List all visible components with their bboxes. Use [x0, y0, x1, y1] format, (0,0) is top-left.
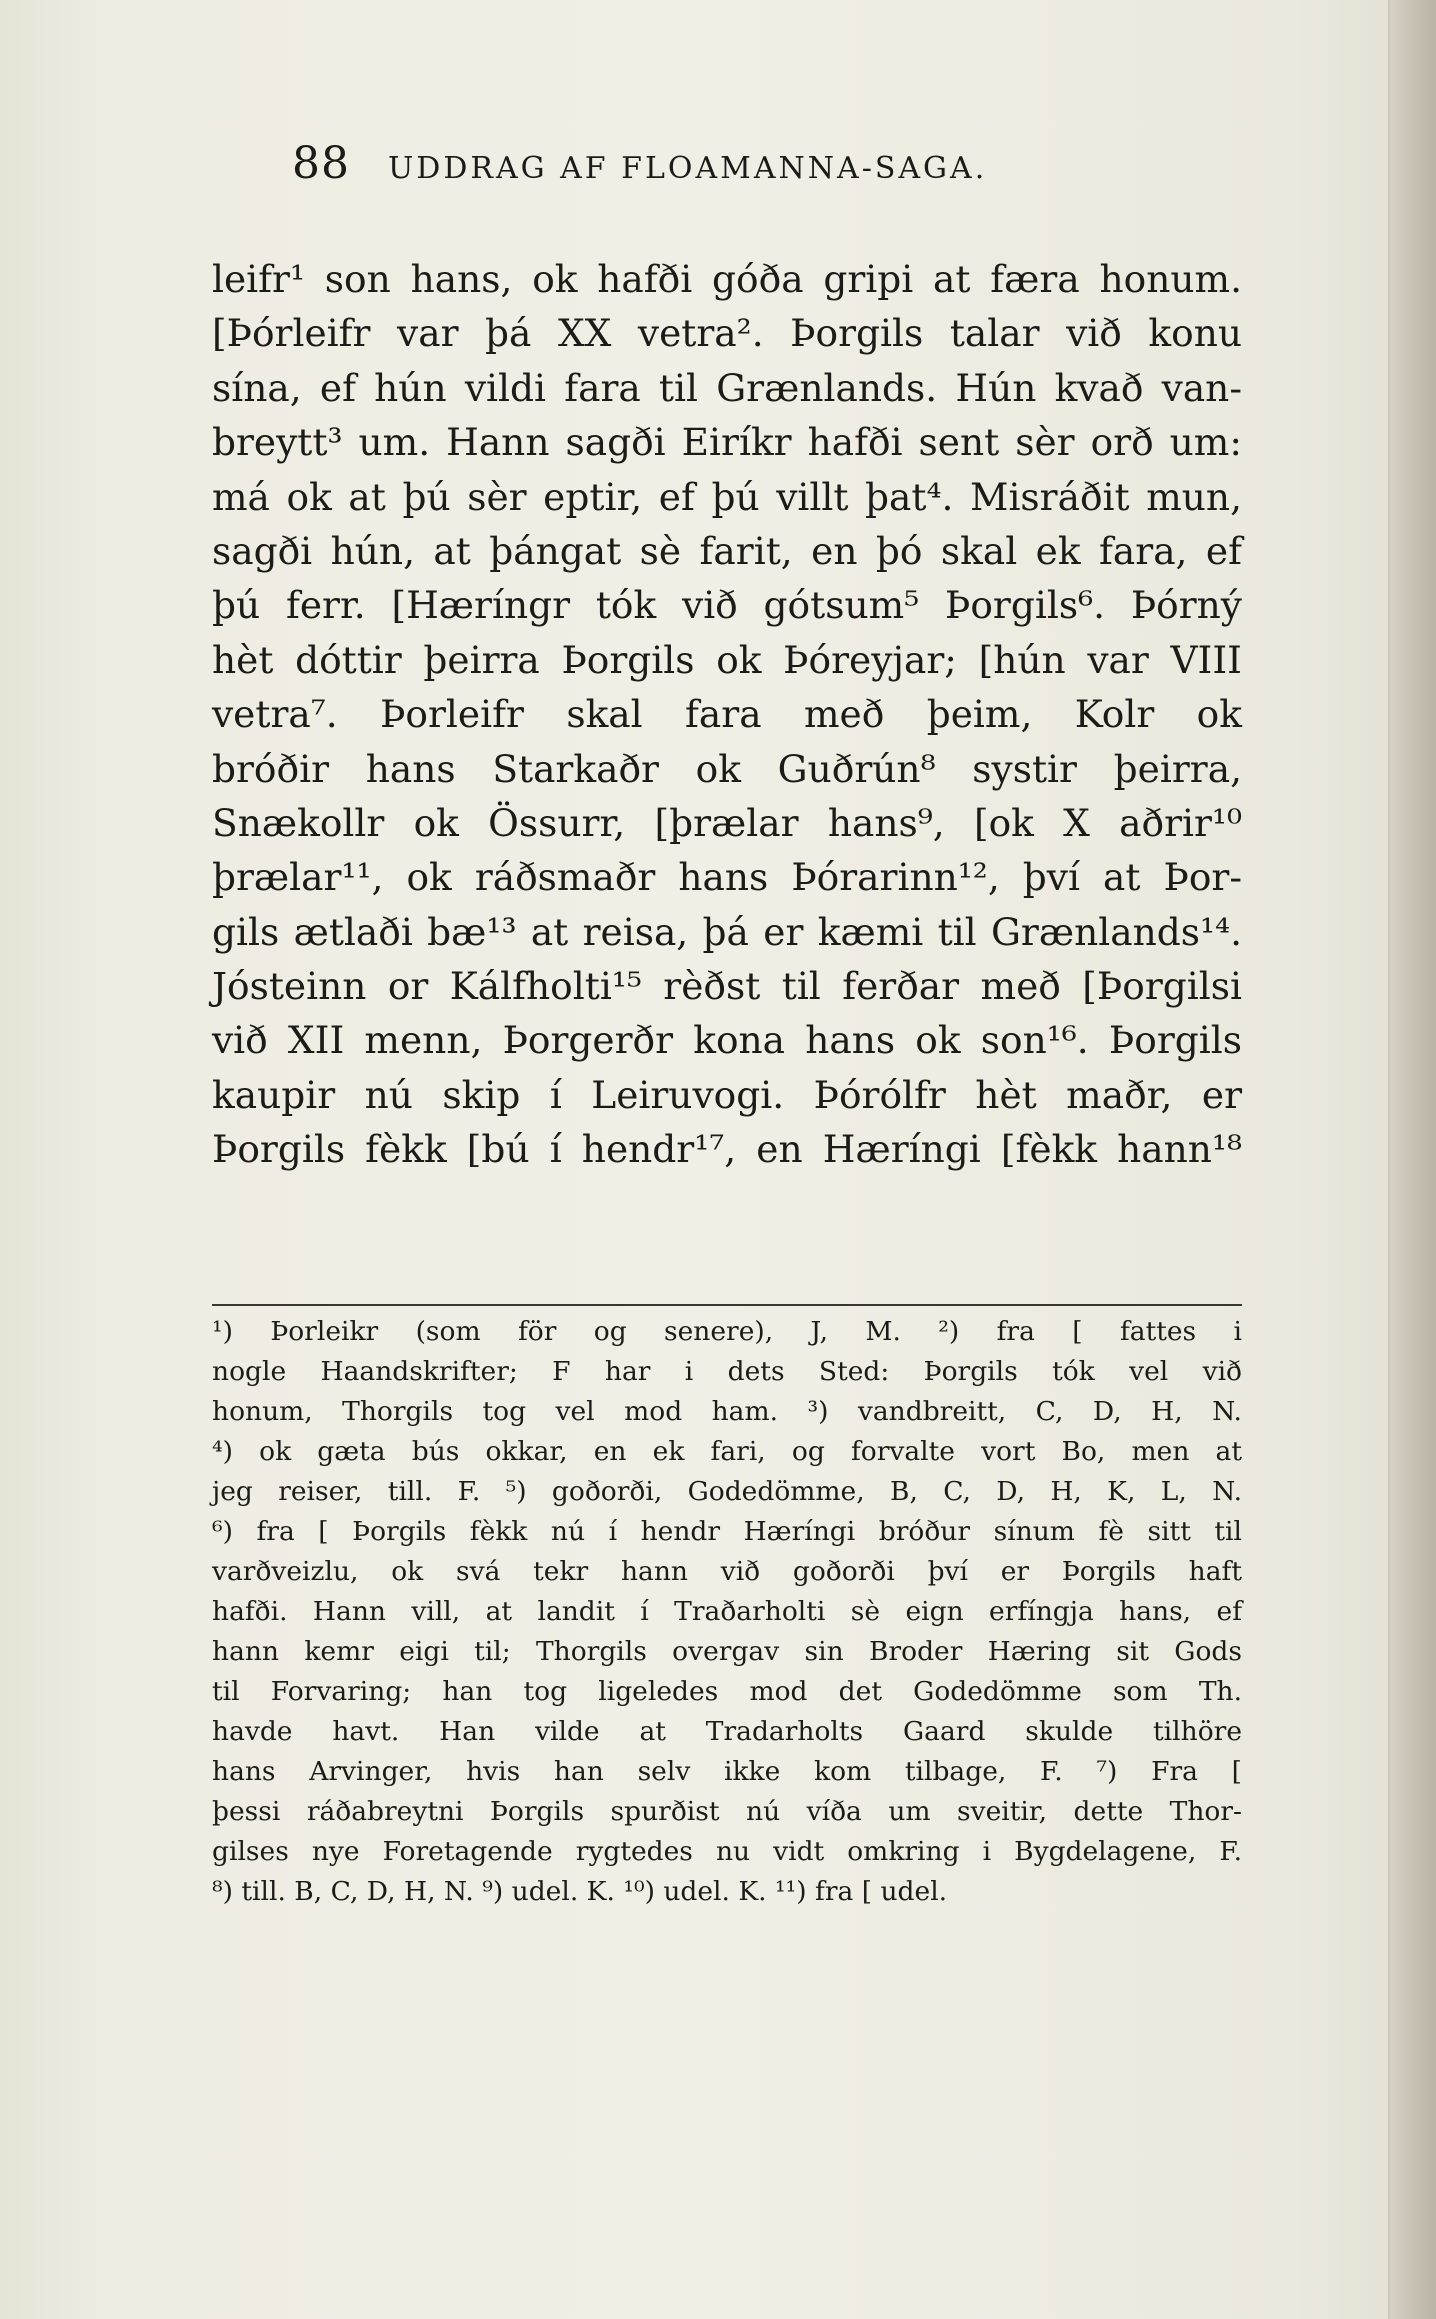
footnote-line: nogle Haandskrifter; F har i dets Sted: Þorgils tók vel við [212, 1356, 1242, 1387]
footnote-line: ⁶) fra [ Þorgils fèkk nú í hendr Hæríngi bróður sínum fè sitt til [212, 1516, 1242, 1547]
text-line: sagði hún, at þángat sè farit, en þó skal ek fara, ef [212, 528, 1242, 573]
text-line: leifr¹ son hans, ok hafði góða gripi at færa honum. [212, 257, 1242, 301]
footnote-line: þessi ráðabreytni Þorgils spurðist nú víða um sveitir, dette Thor- [212, 1796, 1242, 1827]
text-line: við XII menn, Þorgerðr kona hans ok son¹⁶. Þorgils [212, 1018, 1242, 1063]
footnote-line: honum, Thorgils tog vel mod ham. ³) vandbreitt, C, D, H, N. [212, 1396, 1242, 1427]
text-line: þrælar¹¹, ok ráðsmaðr hans Þórarinn¹², því at Þor- [212, 855, 1242, 900]
main-text [212, 252, 1242, 1177]
footnote-divider [212, 1304, 1242, 1306]
footnote-line: jeg reiser, till. F. ⁵) goðorði, Godedömme, B, C, D, H, K, L, N. [212, 1476, 1242, 1507]
footnote-line: varðveizlu, ok svá tekr hann við goðorði því er Þorgils haft [212, 1556, 1242, 1587]
text-line: Jósteinn or Kálfholti¹⁵ rèðst til ferðar með [Þorgilsi [212, 964, 1242, 1009]
footnote-line: ¹) Þorleikr (som för og senere), J, M. ²) fra [ fattes i [212, 1316, 1242, 1347]
text-line: vetra⁷. Þorleifr skal fara með þeim, Kolr ok [212, 692, 1242, 737]
text-line: sína, ef hún vildi fara til Grænlands. Hún kvað van- [212, 365, 1242, 410]
footnote-line: ⁸) till. B, C, D, H, N. ⁹) udel. K. ¹⁰) udel. K. ¹¹) fra [ udel. [212, 1876, 948, 1907]
text-line: breytt³ um. Hann sagði Eiríkr hafði sent sèr orð um: [212, 420, 1242, 465]
text-line: þú ferr. [Hæríngr tók við gótsum⁵ Þorgils⁶. Þórný [212, 583, 1242, 628]
running-head: UDDRAG AF FLOAMANNA-SAGA. [388, 151, 988, 186]
footnote-line: havde havt. Han vilde at Tradarholts Gaard skulde tilhöre [212, 1716, 1242, 1747]
book-spine-edge [1388, 0, 1436, 2319]
footnotes [212, 1312, 1242, 1912]
text-line: Þorgils fèkk [bú í hendr¹⁷, en Hæríngi [fèkk hann¹⁸ [212, 1127, 1242, 1172]
text-line: bróðir hans Starkaðr ok Guðrún⁸ systir þeirra, [212, 746, 1242, 791]
footnote-line: hann kemr eigi til; Thorgils overgav sin Broder Hæring sit Gods [212, 1636, 1242, 1667]
text-line: gils ætlaði bæ¹³ at reisa, þá er kæmi til Grænlands¹⁴. [212, 909, 1242, 954]
text-line: má ok at þú sèr eptir, ef þú villt þat⁴. Misráðit mun, [212, 474, 1242, 519]
footnote-line: hafði. Hann vill, at landit í Traðarholti sè eign erfíngja hans, ef [212, 1596, 1242, 1627]
page-number: 88 [292, 138, 350, 189]
footnote-line: gilses nye Foretagende rygtedes nu vidt omkring i Bygdelagene, F. [212, 1836, 1242, 1867]
text-line: Snækollr ok Össurr, [þrælar hans⁹, [ok X aðrir¹⁰ [212, 800, 1242, 845]
page-header [292, 138, 987, 198]
text-line: hèt dóttir þeirra Þorgils ok Þóreyjar; [hún var VIII [212, 637, 1242, 682]
footnote-line: hans Arvinger, hvis han selv ikke kom tilbage, F. ⁷) Fra [ [212, 1756, 1242, 1787]
text-line: kaupir nú skip í Leiruvogi. Þórólfr hèt maðr, er [212, 1072, 1242, 1117]
text-line: [Þórleifr var þá XX vetra². Þorgils talar við konu [212, 311, 1242, 356]
footnote-line: til Forvaring; han tog ligeledes mod det Godedömme som Th. [212, 1676, 1242, 1707]
footnote-line: ⁴) ok gæta bús okkar, en ek fari, og forvalte vort Bo, men at [212, 1436, 1242, 1467]
